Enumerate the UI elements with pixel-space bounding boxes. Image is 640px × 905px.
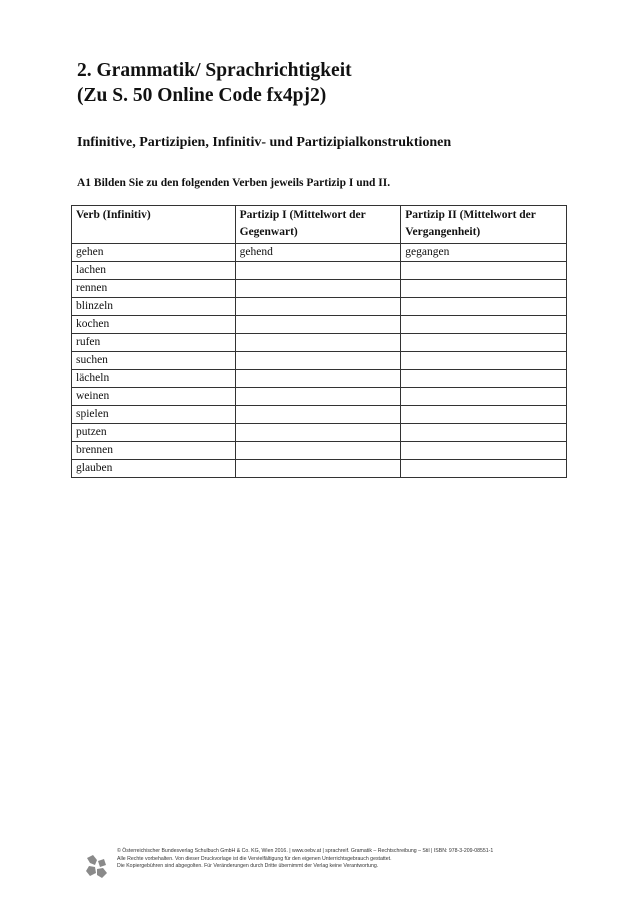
cell-infinitive: kochen: [72, 316, 236, 334]
section-subtitle: Infinitive, Partizipien, Infinitiv- und Partizipialkonstruktionen: [77, 135, 452, 150]
cell-infinitive: gehen: [72, 244, 236, 262]
table-row: [72, 262, 567, 280]
footer-line-1: © Österreichischer Bundesverlag Schulbuch GmbH & Co. KG, Wien 2016. | www.oebv.at | sprachreif. Gramatik – Rechtschreibung – Stil | ISBN: 978-3-209-08551-1: [117, 848, 494, 854]
cell-infinitive: lächeln: [72, 370, 236, 388]
cell-partizip-2[interactable]: gegangen: [401, 244, 567, 262]
footer-line-2: Alle Rechte vorbehalten. Von dieser Druckvorlage ist die Vervielfältigung für den eigenen Unterrichtsgebrauch gestattet.: [117, 855, 392, 862]
cell-infinitive: putzen: [72, 424, 236, 442]
table-row: [72, 406, 567, 424]
cell-partizip-2[interactable]: [401, 370, 567, 388]
exercise-instruction: A1 Bilden Sie zu den folgenden Verben jeweils Partizip I und II.: [77, 177, 391, 189]
table-row: [72, 334, 567, 352]
table-header-row: [72, 206, 567, 244]
cell-infinitive: brennen: [72, 442, 236, 460]
page-title: [77, 58, 352, 108]
cell-infinitive: weinen: [72, 388, 236, 406]
cell-partizip-1[interactable]: [235, 424, 401, 442]
table-row: [72, 352, 567, 370]
column-header-partizip-1: Partizip I (Mittelwort der Gegenwart): [235, 206, 401, 244]
table-row: [72, 370, 567, 388]
cell-partizip-2[interactable]: [401, 460, 567, 478]
verb-participle-table: [71, 205, 567, 478]
cell-partizip-1[interactable]: [235, 316, 401, 334]
cell-partizip-1[interactable]: [235, 406, 401, 424]
table-row: [72, 244, 567, 262]
cell-infinitive: blinzeln: [72, 298, 236, 316]
cell-partizip-1[interactable]: [235, 388, 401, 406]
table-row: [72, 280, 567, 298]
cell-partizip-2[interactable]: [401, 442, 567, 460]
cell-partizip-1[interactable]: gehend: [235, 244, 401, 262]
cell-infinitive: rufen: [72, 334, 236, 352]
oebv-logo-icon: [84, 854, 110, 880]
column-header-partizip-2: Partizip II (Mittelwort der Vergangenheit): [401, 206, 567, 244]
cell-partizip-2[interactable]: [401, 334, 567, 352]
cell-infinitive: lachen: [72, 262, 236, 280]
title-line-2: (Zu S. 50 Online Code fx4pj2): [77, 85, 327, 106]
cell-partizip-2[interactable]: [401, 316, 567, 334]
cell-partizip-2[interactable]: [401, 280, 567, 298]
column-header-infinitive: Verb (Infinitiv): [72, 206, 236, 244]
cell-partizip-2[interactable]: [401, 406, 567, 424]
cell-infinitive: glauben: [72, 460, 236, 478]
table-row: [72, 298, 567, 316]
table-row: [72, 388, 567, 406]
table-row: [72, 442, 567, 460]
table-body: [72, 244, 567, 478]
footer-line-3: Die Kopiergebühren sind abgegolten. Für Veränderungen durch Dritte übernimmt der Verlag keine Verantwortung.: [117, 863, 379, 869]
cell-partizip-2[interactable]: [401, 298, 567, 316]
cell-partizip-1[interactable]: [235, 298, 401, 316]
cell-infinitive: suchen: [72, 352, 236, 370]
cell-partizip-1[interactable]: [235, 262, 401, 280]
table-row: [72, 316, 567, 334]
cell-infinitive: rennen: [72, 280, 236, 298]
title-line-1: 2. Grammatik/ Sprachrichtigkeit: [77, 60, 352, 81]
cell-partizip-2[interactable]: [401, 424, 567, 442]
cell-partizip-2[interactable]: [401, 262, 567, 280]
footer-copyright: [117, 848, 493, 871]
cell-partizip-1[interactable]: [235, 352, 401, 370]
cell-partizip-1[interactable]: [235, 334, 401, 352]
page-footer: [84, 848, 604, 888]
cell-partizip-1[interactable]: [235, 280, 401, 298]
cell-partizip-2[interactable]: [401, 388, 567, 406]
cell-infinitive: spielen: [72, 406, 236, 424]
table-row: [72, 424, 567, 442]
table-row: [72, 460, 567, 478]
cell-partizip-1[interactable]: [235, 442, 401, 460]
cell-partizip-2[interactable]: [401, 352, 567, 370]
cell-partizip-1[interactable]: [235, 460, 401, 478]
cell-partizip-1[interactable]: [235, 370, 401, 388]
